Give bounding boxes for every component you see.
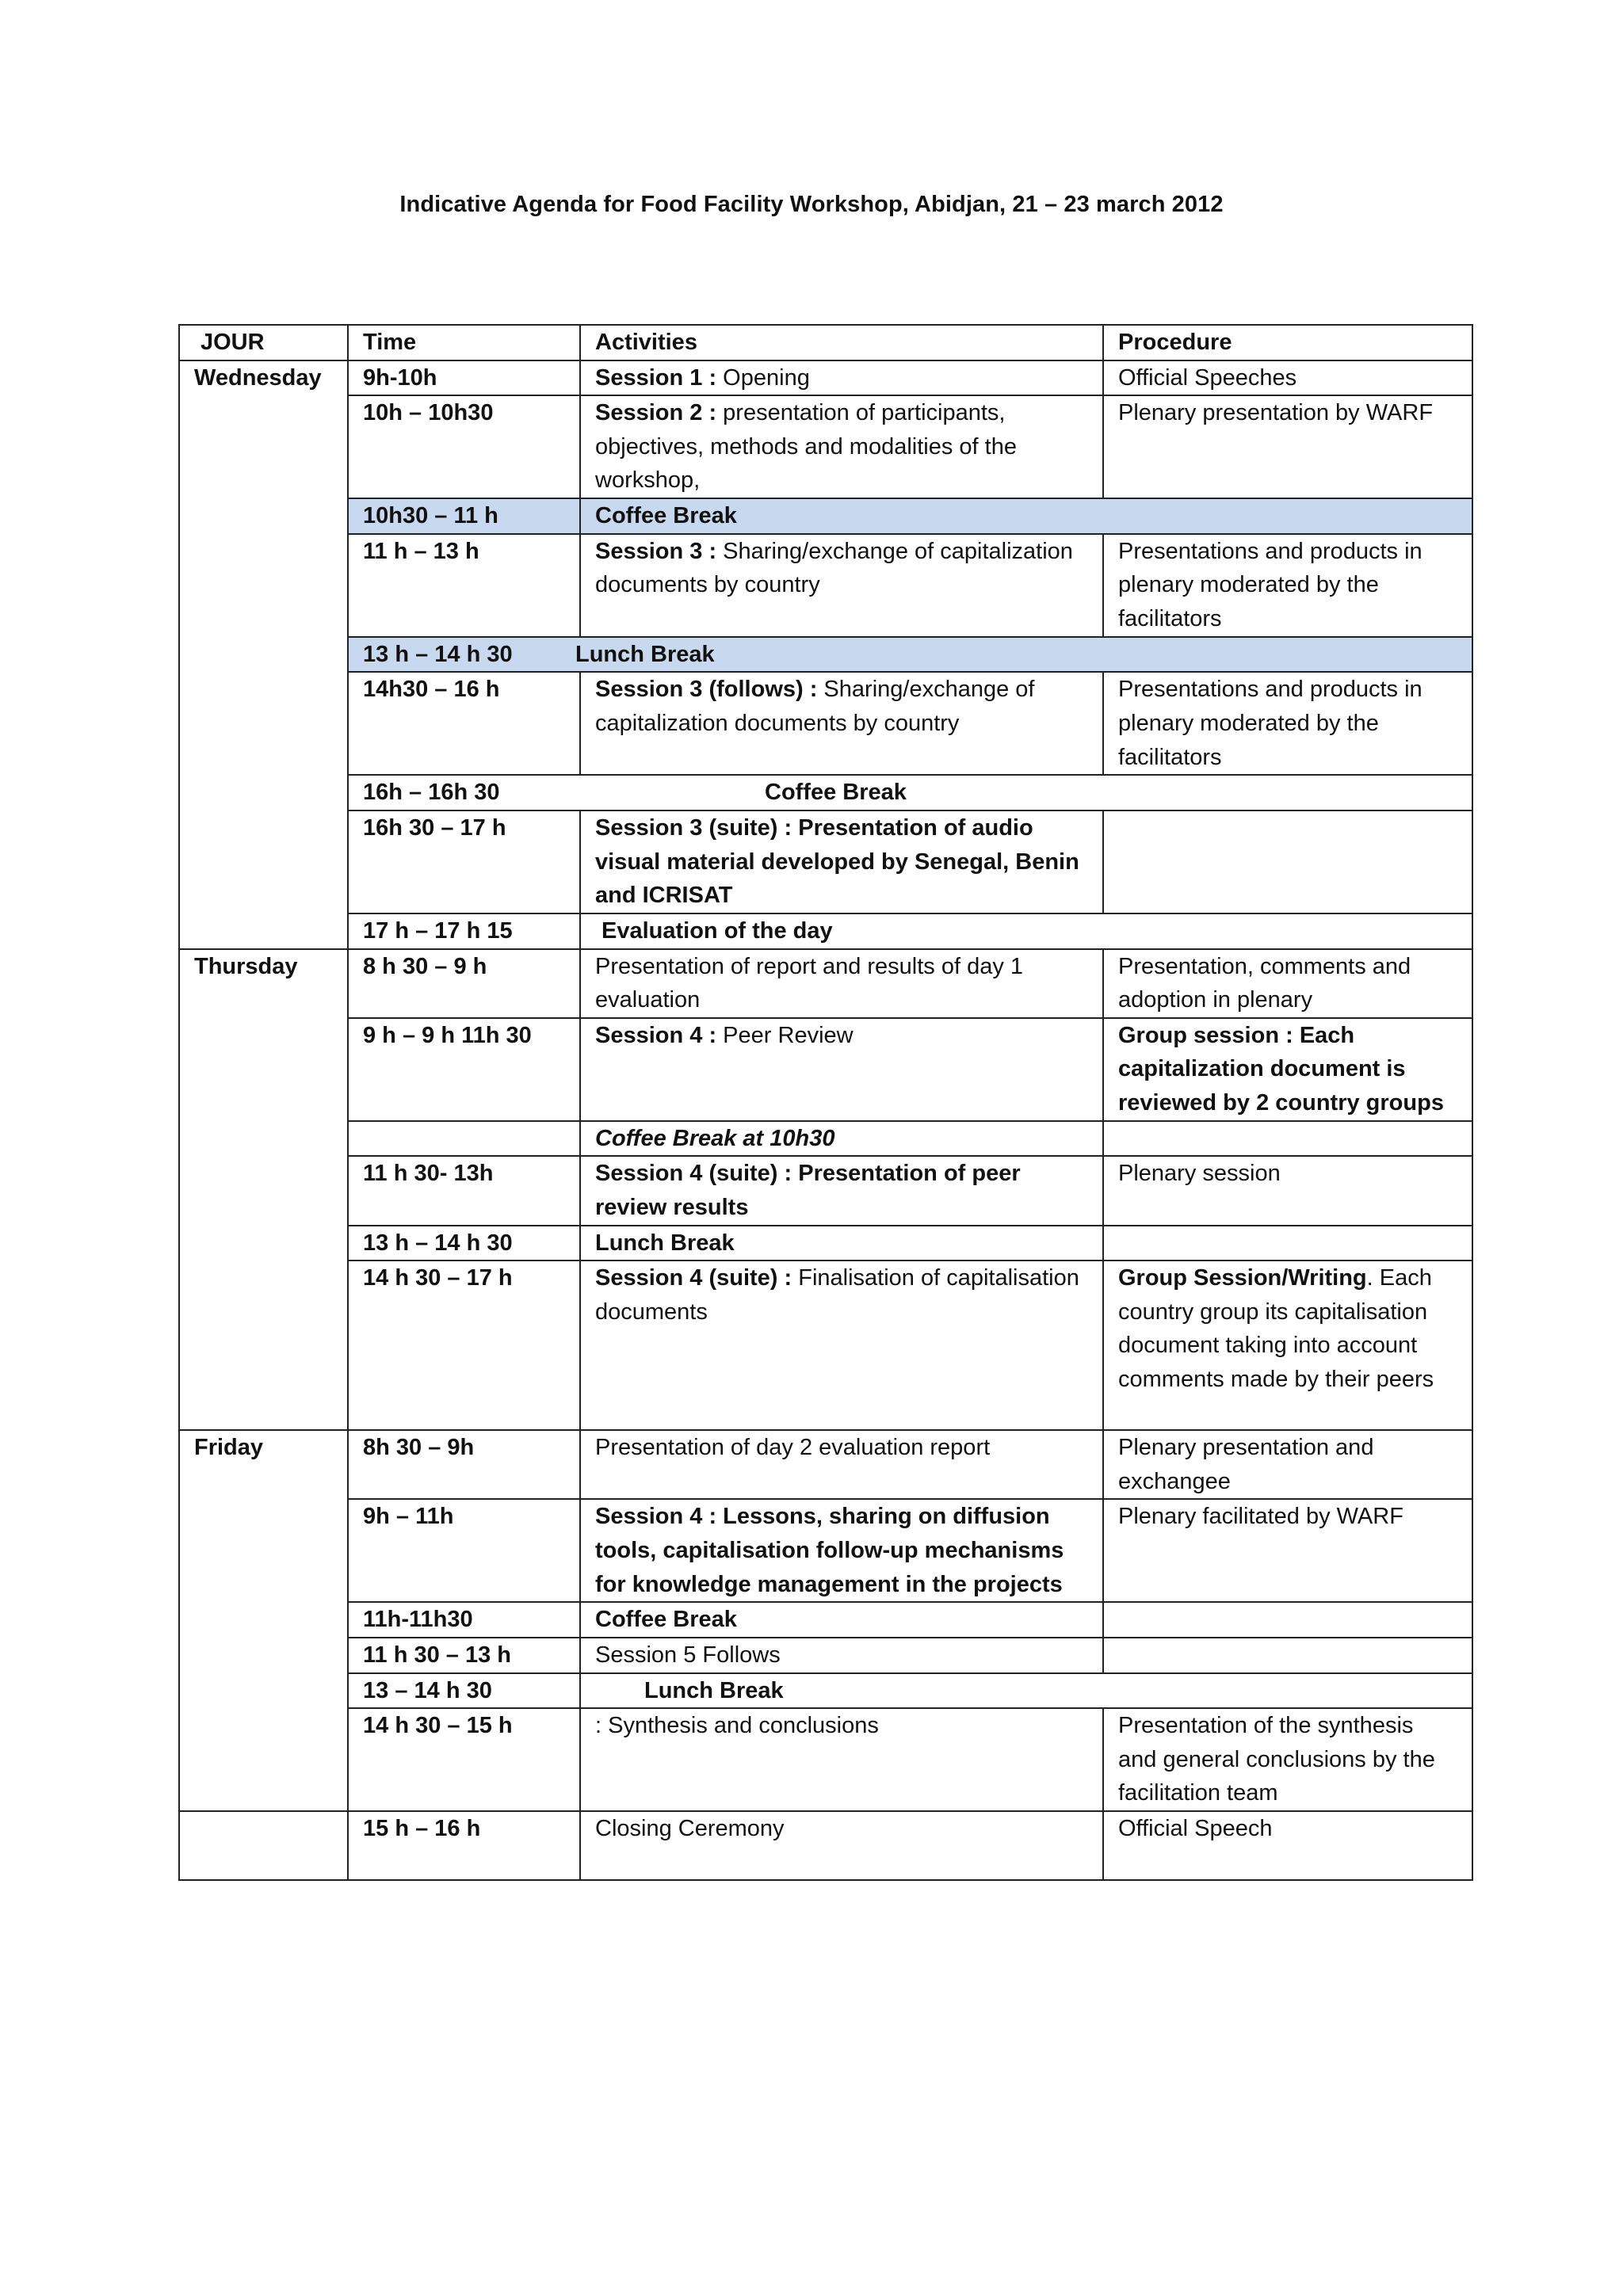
activity-bold: Session 3 : xyxy=(595,538,717,564)
activity-cell: Presentation of report and results of day 1 evaluation xyxy=(580,949,1103,1018)
activity-bold: Session 4 : xyxy=(595,1022,717,1048)
time-cell: 16h – 16h 30 xyxy=(363,780,500,806)
table-row xyxy=(179,360,1472,396)
time-cell: 9h-10h xyxy=(348,360,580,396)
table-row xyxy=(179,534,1472,637)
activity-bold: Session 3 (follows) : xyxy=(595,677,818,703)
header-day: JOUR xyxy=(179,325,348,360)
time-cell: 11 h 30 – 13 h xyxy=(348,1638,580,1673)
activity-cell xyxy=(580,395,1103,498)
time-cell: 14 h 30 – 15 h xyxy=(348,1708,580,1811)
header-time: Time xyxy=(348,325,580,360)
procedure-cell: Official Speech xyxy=(1103,1811,1472,1880)
header-activities: Activities xyxy=(580,325,1103,360)
day-cell-empty xyxy=(179,1811,348,1880)
procedure-cell: Presentation of the synthesis and general conclusions by the facilitation team xyxy=(1103,1708,1472,1811)
table-row xyxy=(179,949,1472,1018)
activity-cell: Presentation of day 2 evaluation report xyxy=(580,1430,1103,1499)
procedure-cell xyxy=(1103,810,1472,913)
activity-cell xyxy=(580,1018,1103,1121)
time-cell: 15 h – 16 h xyxy=(348,1811,580,1880)
agenda-table xyxy=(178,324,1473,1881)
page-title: Indicative Agenda for Food Facility Workshop, Abidjan, 21 – 23 march 2012 xyxy=(399,192,1224,217)
activity-cell: Session 4 : Lessons, sharing on diffusion tools, capitalisation follow-up mechanisms for knowledge management in the projects xyxy=(580,1499,1103,1602)
procedure-cell: Plenary presentation by WARF xyxy=(1103,395,1472,498)
table-row xyxy=(179,395,1472,498)
activity-cell: Lunch Break xyxy=(580,1673,1472,1709)
activity-text: Sharing/exchange of capitalization documents by country xyxy=(595,677,1035,736)
activity-text: presentation of participants, objectives, methods and modalities of the workshop, xyxy=(595,400,1017,494)
activity-text: Finalisation of capitalisation documents xyxy=(595,1265,1079,1325)
table-row xyxy=(179,1499,1472,1602)
table-row xyxy=(179,810,1472,913)
time-cell: 16h 30 – 17 h xyxy=(348,810,580,913)
table-row xyxy=(179,1708,1472,1811)
activity-cell: Evaluation of the day xyxy=(580,913,1472,949)
break-cell xyxy=(348,637,1472,673)
table-row xyxy=(179,1430,1472,1499)
procedure-cell: Plenary presentation and exchangee xyxy=(1103,1430,1472,1499)
activity-cell: Lunch Break xyxy=(575,641,715,667)
activity-cell: Session 5 Follows xyxy=(580,1638,1103,1673)
activity-text: Sharing/exchange of capitalization documents by country xyxy=(595,538,1073,598)
table-row xyxy=(179,1226,1472,1261)
table-row-break xyxy=(179,775,1472,810)
table-row xyxy=(179,1638,1472,1673)
activity-cell xyxy=(580,672,1103,775)
activity-cell: : Synthesis and conclusions xyxy=(580,1708,1103,1811)
activity-bold: Session 1 : xyxy=(595,364,717,391)
procedure-cell: Group session : Each capitalization document is reviewed by 2 country groups xyxy=(1103,1018,1472,1121)
time-cell: 9 h – 9 h 11h 30 xyxy=(348,1018,580,1121)
activity-cell: Closing Ceremony xyxy=(580,1811,1103,1880)
procedure-cell: Plenary session xyxy=(1103,1156,1472,1225)
activity-bold: Session 4 (suite) : xyxy=(595,1265,792,1291)
time-cell: 10h – 10h30 xyxy=(348,395,580,498)
day-wednesday: Wednesday xyxy=(179,360,348,949)
time-cell: 14 h 30 – 17 h xyxy=(348,1261,580,1430)
activity-cell xyxy=(580,360,1103,396)
time-cell: 13 – 14 h 30 xyxy=(348,1673,580,1709)
table-row xyxy=(179,1811,1472,1880)
table-row-break xyxy=(179,637,1472,673)
day-thursday: Thursday xyxy=(179,949,348,1431)
activity-cell: Session 3 (suite) : Presentation of audio visual material developed by Senegal, Benin and ICRISAT xyxy=(580,810,1103,913)
procedure-cell: Presentations and products in plenary moderated by the facilitators xyxy=(1103,534,1472,637)
table-row xyxy=(179,1602,1472,1638)
time-cell: 8 h 30 – 9 h xyxy=(348,949,580,1018)
header-procedure: Procedure xyxy=(1103,325,1472,360)
procedure-bold: Group Session/Writing xyxy=(1118,1265,1367,1291)
time-cell xyxy=(348,1121,580,1157)
time-cell: 9h – 11h xyxy=(348,1499,580,1602)
break-cell xyxy=(348,775,1472,810)
time-cell: 13 h – 14 h 30 xyxy=(363,641,513,667)
activity-cell: Coffee Break xyxy=(765,780,907,806)
table-row-break xyxy=(179,1673,1472,1709)
table-row xyxy=(179,1018,1472,1121)
procedure-cell xyxy=(1103,1226,1472,1261)
activity-text: Peer Review xyxy=(716,1022,854,1048)
procedure-cell xyxy=(1103,1121,1472,1157)
procedure-cell: Presentations and products in plenary moderated by the facilitators xyxy=(1103,672,1472,775)
procedure-cell xyxy=(1103,1638,1472,1673)
procedure-cell: Official Speeches xyxy=(1103,360,1472,396)
table-row xyxy=(179,672,1472,775)
table-row xyxy=(179,1261,1472,1430)
procedure-cell: Presentation, comments and adoption in plenary xyxy=(1103,949,1472,1018)
table-row xyxy=(179,1121,1472,1157)
table-header-row xyxy=(179,325,1472,360)
time-cell: 13 h – 14 h 30 xyxy=(348,1226,580,1261)
activity-text: Opening xyxy=(716,364,810,391)
activity-cell: Coffee Break at 10h30 xyxy=(580,1121,1103,1157)
time-cell: 8h 30 – 9h xyxy=(348,1430,580,1499)
procedure-cell xyxy=(1103,1602,1472,1638)
activity-bold: Session 2 : xyxy=(595,400,717,426)
day-friday: Friday xyxy=(179,1430,348,1811)
time-cell: 11 h – 13 h xyxy=(348,534,580,637)
time-cell: 11h-11h30 xyxy=(348,1602,580,1638)
activity-cell xyxy=(580,534,1103,637)
procedure-cell xyxy=(1103,1261,1472,1430)
time-cell: 11 h 30- 13h xyxy=(348,1156,580,1225)
table-row xyxy=(179,1156,1472,1225)
time-cell: 14h30 – 16 h xyxy=(348,672,580,775)
activity-cell: Lunch Break xyxy=(580,1226,1103,1261)
activity-cell xyxy=(580,1261,1103,1430)
activity-cell: Coffee Break xyxy=(580,498,1472,534)
time-cell: 17 h – 17 h 15 xyxy=(348,913,580,949)
table-row xyxy=(179,913,1472,949)
procedure-cell: Plenary facilitated by WARF xyxy=(1103,1499,1472,1602)
activity-cell: Coffee Break xyxy=(580,1602,1103,1638)
time-cell: 10h30 – 11 h xyxy=(348,498,580,534)
table-row-break xyxy=(179,498,1472,534)
activity-cell: Session 4 (suite) : Presentation of peer review results xyxy=(580,1156,1103,1225)
procedure-text: . Each country group its capitalisation document taking into account comments made by their peers xyxy=(1118,1265,1434,1392)
